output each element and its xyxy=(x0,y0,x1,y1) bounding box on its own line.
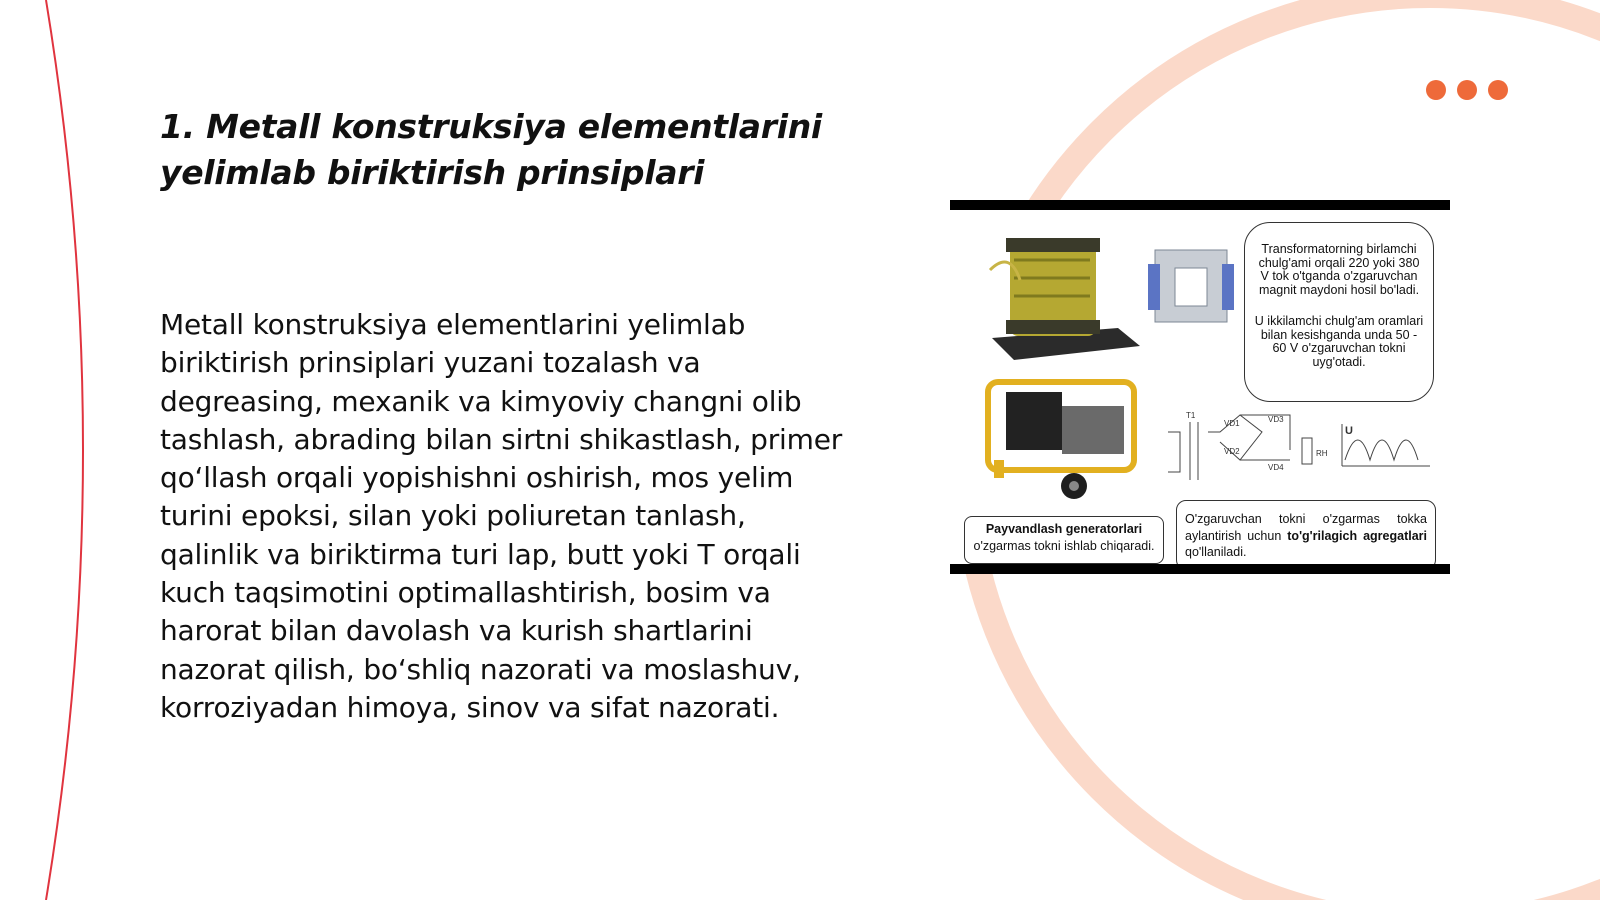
left-red-line xyxy=(46,0,83,900)
figure-canvas xyxy=(950,210,1450,564)
illustration-figure xyxy=(950,200,1450,574)
rectifier-callout-bold-1: to'g'rilagich xyxy=(1287,528,1358,543)
transformer-icon xyxy=(990,238,1140,360)
label-u: U xyxy=(1345,425,1353,437)
transformer-callout xyxy=(1244,222,1434,402)
transformer-callout-p2: U ikkilamchi chulg'am oramlari bilan kesishganda unda 50 - 60 V o'zgaruvchan tokni uyg'otadi. xyxy=(1254,314,1424,369)
generator-icon xyxy=(988,382,1134,499)
slide-title xyxy=(160,104,860,196)
label-vd1: VD1 xyxy=(1224,419,1240,428)
title-line-2: yelimlab biriktirish prinsiplari xyxy=(160,153,705,192)
dot xyxy=(1457,80,1477,100)
label-vd2: VD2 xyxy=(1224,447,1240,456)
dot xyxy=(1488,80,1508,100)
title-line-1: 1. Metall konstruksiya elementlarini xyxy=(160,107,822,146)
body-paragraph: Metall konstruksiya elementlarini yelimlab biriktirish prinsiplari yuzani tozalash va degreasing, mexanik va kimyoviy changni olib tashlash, abrading bilan sirtni shikastlash, primer qo‘llash orqali yopishishni oshirish, mos yelim turini epoksi, silan yoki poliuretan tanlash, qalinlik va biriktirma turi lap, butt yoki T orqali kuch taqsimotini optimallashtirish, bosim va harorat bilan davolash va kurish shartlarini nazorat qilish, bo‘shliq nazorati va moslashuv, korroziyadan himoya, sinov va sifat nazorati. xyxy=(160,308,843,724)
label-vd3: VD3 xyxy=(1268,415,1284,424)
label-rh: RH xyxy=(1316,449,1328,458)
generator-callout-sub: o'zgarmas tokni ishlab chiqaradi. xyxy=(973,539,1155,553)
dots-icon xyxy=(1426,80,1508,100)
rectifier-callout-bold-2: agregatlari xyxy=(1363,528,1427,543)
label-vd4: VD4 xyxy=(1268,463,1284,472)
generator-callout xyxy=(964,516,1164,564)
rectifier-callout-text-a: O'zgaruvchan tokni o'zgarmas tokka aylantirish uchun xyxy=(1185,512,1427,543)
circuit-labels xyxy=(1186,411,1353,472)
label-t1: T1 xyxy=(1186,411,1196,420)
transformer-callout-p1: Transformatorning birlamchi chulg'ami orqali 220 yoki 380 V tok o'tganda o'zgaruvchan magnit maydoni hosil bo'ladi. xyxy=(1258,242,1420,297)
rectifier-callout xyxy=(1176,500,1436,564)
rectifier-callout-text-b: qo'llaniladi. xyxy=(1185,545,1247,559)
core-diagram-icon xyxy=(1148,250,1234,322)
generator-callout-title: Payvandlash generatorlari xyxy=(985,522,1143,536)
rectifier-circuit-diagram xyxy=(1168,415,1430,480)
dot xyxy=(1426,80,1446,100)
